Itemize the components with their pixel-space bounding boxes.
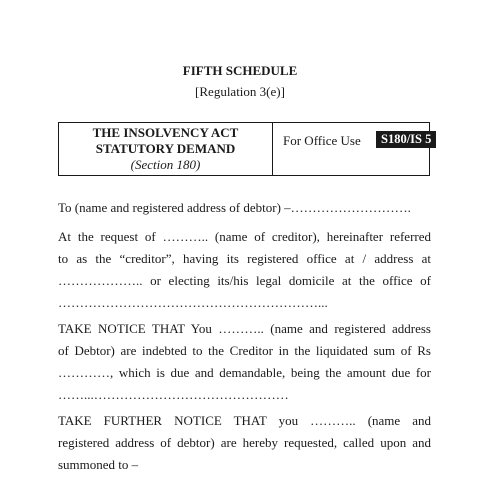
debtor-address-paragraph xyxy=(58,197,431,219)
form-title-cell xyxy=(59,123,273,175)
paragraph-line: TAKE FURTHER NOTICE THAT you ……….. (name and xyxy=(58,413,431,428)
paragraph-line: ……………………………………………………... xyxy=(58,295,328,310)
paragraph-line: summoned to – xyxy=(58,457,139,472)
office-use-label: For Office Use xyxy=(283,133,361,148)
paragraph-line: ……………….. or electing its/his legal domicile at the office of xyxy=(58,273,431,288)
schedule-title: FIFTH SCHEDULE xyxy=(182,63,298,78)
section-reference: (Section 180) xyxy=(130,157,201,172)
act-name: THE INSOLVENCY ACT xyxy=(92,125,239,140)
notice-paragraph xyxy=(58,318,431,406)
paragraph-line: TAKE NOTICE THAT You ……….. (name and registered address xyxy=(58,321,431,336)
further-notice-paragraph xyxy=(58,410,431,476)
form-header-box xyxy=(58,122,430,176)
paragraph-line: registered address of debtor) are hereby requested, called upon and xyxy=(58,435,431,450)
creditor-request-paragraph xyxy=(58,226,431,314)
form-code-badge: S180/IS 5 xyxy=(376,131,436,148)
office-use-cell xyxy=(273,123,431,175)
paragraph-line: …………, which is due and demandable, being the amount due for xyxy=(58,365,431,380)
paragraph-line: to as the “creditor”, having its registered office at / address at xyxy=(58,251,431,266)
paragraph-line: To (name and registered address of debtor) –………………………. xyxy=(58,200,411,215)
demand-title: STATUTORY DEMAND xyxy=(95,141,236,156)
paragraph-line: of Debtor) are indebted to the Creditor in the liquidated sum of Rs xyxy=(58,343,431,358)
regulation-reference: [Regulation 3(e)] xyxy=(195,84,285,99)
paragraph-line: ……...……………………………………… xyxy=(58,387,289,402)
paragraph-line: At the request of ……….. (name of creditor), hereinafter referred xyxy=(58,229,431,244)
